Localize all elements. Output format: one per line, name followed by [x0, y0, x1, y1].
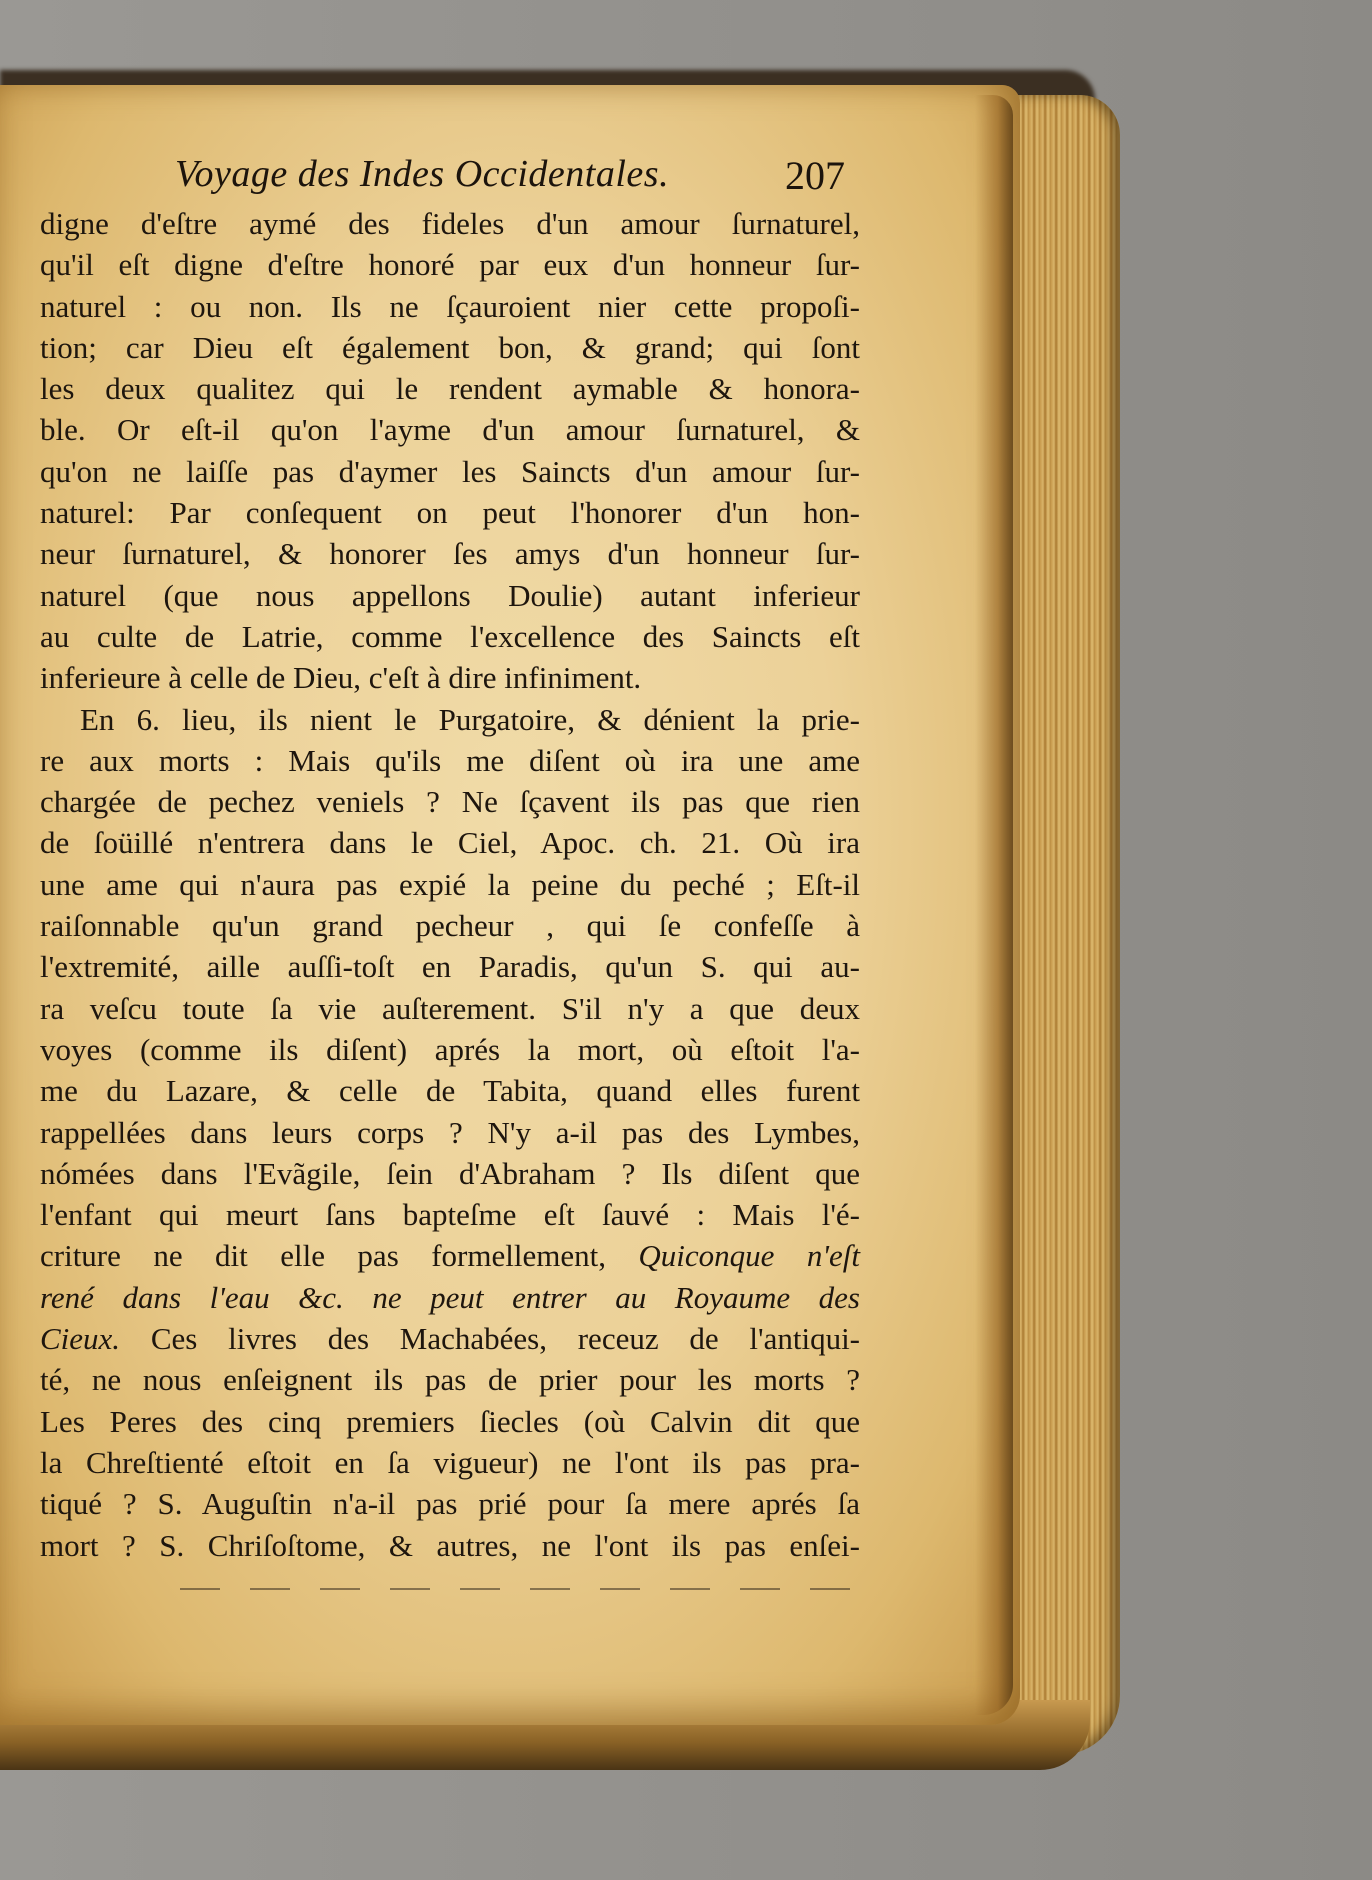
page-number: 207	[785, 153, 845, 198]
text-line: Les Peres des cinq premiers ſiecles (où Calvin dit que	[40, 1403, 860, 1439]
text-line: chargée de pechez veniels ? Ne ſçavent ils pas que rien	[40, 784, 860, 820]
bottom-ink-marks	[180, 1588, 860, 1590]
text-line: naturel: Par conſequent on peut l'honorer d'un hon-	[40, 495, 860, 531]
text-line: naturel (que nous appellons Doulie) autant inferieur	[40, 577, 860, 613]
text-line: tiqué ? S. Auguſtin n'a-il pas prié pour ſa mere aprés ſa	[40, 1486, 860, 1522]
text-line: les deux qualitez qui le rendent aymable & honora-	[40, 371, 860, 407]
text-line: ble. Or eſt-il qu'on l'ayme d'un amour ſurnaturel, &	[40, 412, 860, 448]
text-line: une ame qui n'aura pas expié la peine du peché ; Eſt-il	[40, 866, 860, 902]
text-line: neur ſurnaturel, & honorer ſes amys d'un honneur ſur-	[40, 536, 860, 572]
page-fold-shading	[975, 95, 1013, 1715]
text-line: voyes (comme ils diſent) aprés la mort, où eſtoit l'a-	[40, 1031, 860, 1067]
text-line: nómées dans l'Evãgile, ſein d'Abraham ? Ils diſent que	[40, 1155, 860, 1191]
text-line: raiſonnable qu'un grand pecheur , qui ſe confeſſe à	[40, 908, 860, 944]
text-line: au culte de Latrie, comme l'excellence des Saincts eſt	[40, 618, 860, 654]
text-line-mixed	[40, 1235, 860, 1276]
text-line: de ſoüillé n'entrera dans le Ciel, Apoc. ch. 21. Où ira	[40, 825, 860, 861]
text-line: re aux morts : Mais qu'ils me diſent où ira une ame	[40, 742, 860, 778]
text-line: rappellées dans leurs corps ? N'y a-il pas des Lymbes,	[40, 1114, 860, 1150]
text-line-mixed	[40, 1318, 860, 1359]
text-line: tion; car Dieu eſt également bon, & grand; qui ſont	[40, 329, 860, 365]
italic-quotation: Cieux.	[40, 1321, 121, 1357]
paragraph-start-line: En 6. lieu, ils nient le Purgatoire, & dénient la prie-	[80, 701, 860, 737]
running-title: Voyage des Indes Occidentales.	[175, 153, 670, 195]
running-head	[175, 152, 855, 202]
text-segment: Ces livres des Machabées, receuz de l'antiqui-	[120, 1321, 860, 1357]
text-line: digne d'eſtre aymé des fideles d'un amour ſurnaturel,	[40, 206, 860, 241]
text-line: me du Lazare, & celle de Tabita, quand elles furent	[40, 1073, 860, 1109]
text-line: l'extremité, aille auſſi-toſt en Paradis, qu'un S. qui au-	[40, 949, 860, 985]
text-line: la Chreſtienté eſtoit en ſa vigueur) ne l'ont ils pas pra-	[40, 1444, 860, 1480]
text-line: té, ne nous enſeignent ils pas de prier pour les morts ?	[40, 1362, 860, 1398]
italic-quotation: Quiconque n'eſt	[638, 1238, 860, 1274]
text-line: inferieure à celle de Dieu, c'eſt à dire infiniment.	[40, 660, 642, 696]
text-line: mort ? S. Chriſoſtome, & autres, ne l'ont ils pas enſei-	[40, 1527, 860, 1563]
text-line: ra veſcu toute ſa vie auſterement. S'il n'y a que deux	[40, 990, 860, 1026]
text-line: naturel : ou non. Ils ne ſçauroient nier cette propoſi-	[40, 288, 860, 324]
italic-quotation-line: rené dans l'eau &c. ne peut entrer au Royaume des	[40, 1279, 860, 1315]
text-line: qu'on ne laiſſe pas d'aymer les Saincts d'un amour ſur-	[40, 453, 860, 489]
text-segment: criture ne dit elle pas formellement,	[40, 1238, 606, 1274]
text-line: qu'il eſt digne d'eſtre honoré par eux d'un honneur ſur-	[40, 247, 860, 283]
body-text	[40, 203, 860, 1566]
text-line: l'enfant qui meurt ſans bapteſme eſt ſauvé : Mais l'é-	[40, 1197, 860, 1233]
